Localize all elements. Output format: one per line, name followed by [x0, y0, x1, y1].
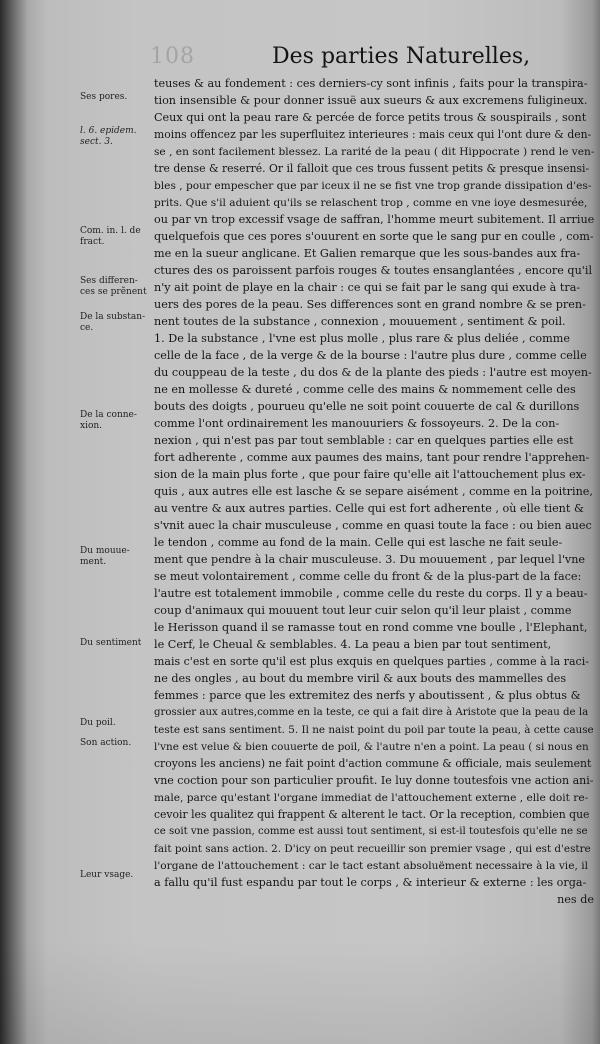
page-number: 108	[150, 44, 195, 69]
text-line: n'y ait point de playe en la chair : ce qui se fait par le sang qui exude à tra-	[154, 281, 581, 294]
text-line: 1. De la substance , l'vne est plus molle , plus rare & plus deliée , comme	[154, 332, 570, 345]
text-line: nent toutes de la substance , connexion , mouuement , sentiment & poil.	[154, 315, 566, 328]
text-line: tre dense & reserré. Or il falloit que ces trous fussent petits & presque insensi-	[154, 162, 590, 175]
margin-note: De la conne- xion.	[80, 410, 137, 431]
margin-note: Ses differen- ces se prẽnent	[80, 276, 147, 297]
text-line: moins offencez par les superfluitez interieures : mais ceux qui l'ont dure & den-	[154, 128, 592, 141]
text-line: male, parce qu'estant l'organe immediat de l'attouchement externe , elle doit re-	[154, 792, 589, 804]
text-line: ne en mollesse & dureté , comme celle des mains & nommement celle des	[154, 383, 576, 396]
catchword: nes de	[557, 893, 594, 906]
text-line: bles , pour empescher que par iceux il ne se fist vne trop grande dissipation d'es-	[154, 180, 592, 192]
text-line: le tendon , comme au fond de la main. Celle qui est lasche ne fait seule-	[154, 536, 563, 549]
text-line: l'vne est velue & bien couuerte de poil, & l'autre n'en a point. La peau ( si nous en	[154, 741, 589, 753]
text-line: quelquefois que ces pores s'ouurent en sorte que le sang pur en coulle , com-	[154, 230, 594, 243]
text-line: femmes : parce que les extremitez des nerfs y aboutissent , & plus obtus &	[154, 689, 581, 702]
margin-note: De la substan- ce.	[80, 312, 146, 333]
text-line: ment que pendre à la chair musculeuse. 3. Du mouuement , par lequel l'vne	[154, 553, 586, 566]
text-line: s'vnit auec la chair musculeuse , comme en quasi toute la face : ou bien auec	[154, 519, 592, 532]
text-line: se , en sont facilement blessez. La rarité de la peau ( dit Hippocrate ) rend le ven-	[154, 146, 594, 158]
margin-note: Leur vsage.	[80, 870, 134, 880]
text-line: teuses & au fondement : ces derniers-cy sont infinis , faits pour la transpira-	[154, 77, 588, 90]
text-line: coup d'animaux qui mouuent tout leur cuir selon qu'il leur plaist , comme	[154, 604, 572, 617]
text-line: a fallu qu'il fust espandu par tout le corps , & interieur & externe : les orga-	[154, 876, 587, 889]
text-line: fort adherente , comme aux paumes des mains, tant pour rendre l'apprehen-	[154, 451, 590, 464]
text-line: cevoir les qualitez qui frappent & alterent le tact. Or la reception, combien que	[154, 808, 590, 821]
text-line: me en la sueur anglicane. Et Galien remarque que les sous-bandes aux fra-	[154, 247, 581, 260]
text-line: au ventre & aux autres parties. Celle qui est fort adherente , où elle tient &	[154, 502, 584, 515]
text-line: tion insensible & pour donner issuë aux sueurs & aux excremens fuligineux.	[154, 94, 588, 107]
margin-note: Com. in. l. de fract.	[80, 226, 141, 247]
text-line: celle de la face , de la verge & de la bourse : l'autre plus dure , comme celle	[154, 349, 587, 362]
text-line: du couppeau de la teste , du dos & de la plante des pieds : l'autre est moyen-	[154, 366, 592, 379]
text-line: prits. Que s'il aduient qu'ils se relaschent trop , comme en vne ioye desmesurée,	[154, 197, 588, 209]
text-line: grossier aux autres,comme en la teste, ce qui a fait dire à Aristote que la peau de la	[154, 707, 589, 718]
margin-note: Ses pores.	[80, 92, 128, 102]
text-line: nexion , qui n'est pas par tout semblable : car en quelques parties elle est	[154, 434, 574, 447]
text-line: mais c'est en sorte qu'il est plus exquis en quelques parties , comme à la raci-	[154, 655, 589, 668]
text-line: uers des pores de la peau. Ses differences sont en grand nombre & se pren-	[154, 298, 586, 311]
text-line: croyons les anciens) ne fait point d'action commune & officiale, mais seulement	[154, 757, 592, 770]
text-line: teste est sans sentiment. 5. Il ne naist point du poil par toute la peau, à cette cause	[154, 724, 594, 736]
text-line: ce soit vne passion, comme est aussi tout sentiment, si est-il toutesfois qu'elle ne se	[154, 826, 588, 837]
text-line: le Cerf, le Cheual & semblables. 4. La peau a bien par tout sentiment,	[154, 638, 552, 651]
text-line: ne des ongles , au bout du membre viril & aux bouts des mammelles des	[154, 672, 567, 685]
text-line: comme l'ont ordinairement les manouuriers & fossoyeurs. 2. De la con-	[154, 417, 560, 430]
text-line: Ceux qui ont la peau rare & percée de force petits trous & souspirails , sont	[154, 111, 587, 124]
text-line: le Herisson quand il se ramasse tout en rond comme vne boulle , l'Elephant,	[154, 621, 588, 634]
margin-note: l. 6. epidem. sect. 3.	[80, 126, 137, 147]
margin-note: Du mouue- ment.	[80, 546, 130, 567]
text-line: l'autre est totalement immobile , comme celle du reste du corps. Il y a beau-	[154, 587, 588, 600]
page-shadow	[0, 940, 600, 1044]
text-line: bouts des doigts , pourueu qu'elle ne soit point couuerte de cal & durillons	[154, 400, 580, 413]
margin-note: Du poil.	[80, 718, 116, 728]
text-line: fait point sans action. 2. D'icy on peut recueillir son premier vsage , qui est d'estre	[154, 843, 591, 855]
text-line: quis , aux autres elle est lasche & se separe aisément , comme en la poitrine,	[154, 485, 593, 498]
text-line: ctures des os paroissent parfois rouges & toutes ensanglantées , encore qu'il	[154, 264, 593, 277]
margin-note: Du sentiment	[80, 638, 142, 648]
text-line: sion de la main plus forte , que pour faire qu'elle ait l'attouchement plus ex-	[154, 468, 586, 481]
text-line: l'organe de l'attouchement : car le tact estant absoluëment necessaire à la vie, il	[154, 860, 588, 872]
margin-note: Son action.	[80, 738, 132, 748]
running-head: Des parties Naturelles,	[272, 44, 531, 69]
text-line: se meut volontairement , comme celle du front & de la plus-part de la face:	[154, 570, 582, 583]
text-line: vne coction pour son particulier proufit. Ie luy donne toutesfois vne action ani-	[154, 774, 594, 787]
text-line: ou par vn trop excessif vsage de saffran, l'homme meurt subitement. Il arriue	[154, 213, 594, 226]
